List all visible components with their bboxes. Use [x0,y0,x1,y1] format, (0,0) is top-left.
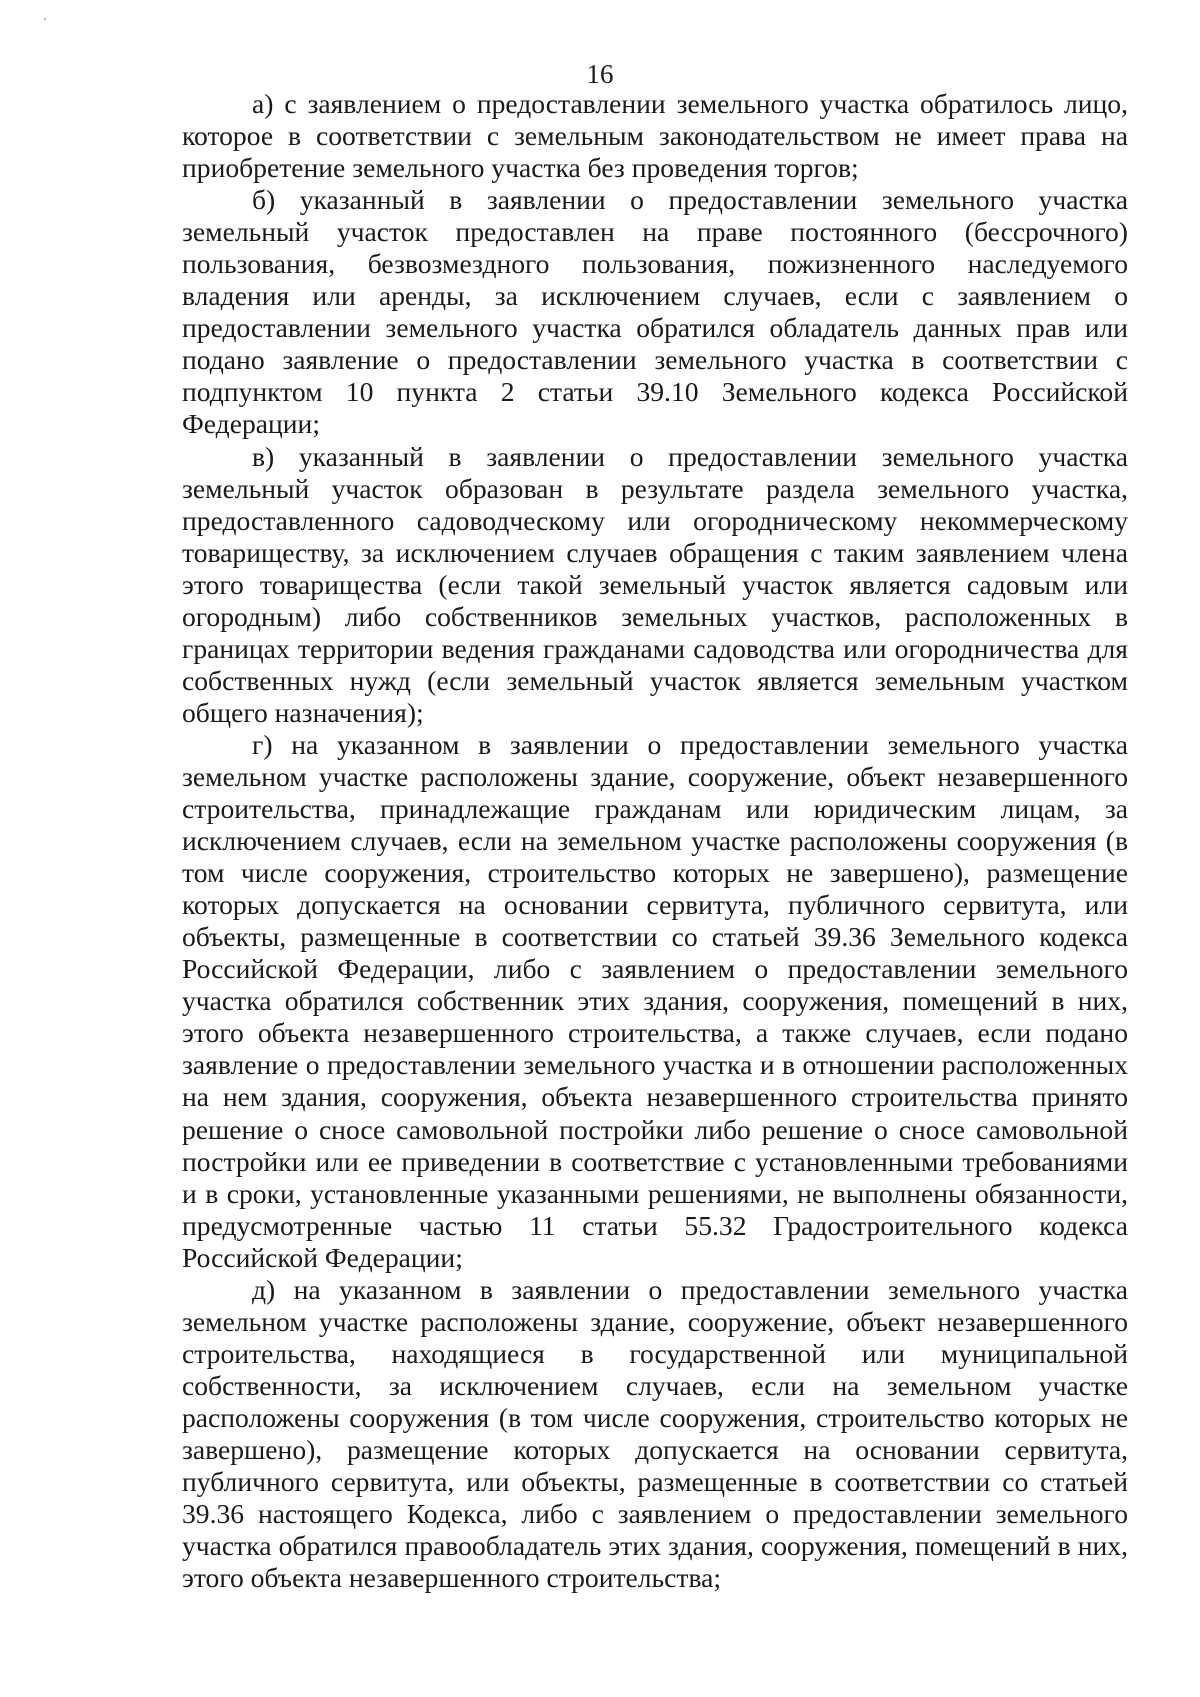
page-number: 16 [586,59,614,89]
paragraph-g: г) на указанном в заявлении о предоставлении земельного участка земельном участке расположены здание, сооружение, объект незавершенного строительства, принадлежащие гражданам или юридическим лицам, за исключением случаев, если на земельном участке расположены сооружения (в том числе сооружения, строительство которых не завершено), размещение которых допускается на основании сервитута, публичного сервитута, или объекты, размещенные в соответствии со статьей 39.36 Земельного кодекса Российской Федерации, либо с заявлением о предоставлении земельного участка обратился собственник этих здания, сооружения, помещений в них, этого объекта незавершенного строительства, а также случаев, если подано заявление о предоставлении земельного участка и в отношении расположенных на нем здания, сооружения, объекта незавершенного строительства принято решение о сносе самовольной постройки либо решение о сносе самовольной постройки или ее приведении в соответствие с установленными требованиями и в сроки, установленные указанными решениями, не выполнены обязанности, предусмотренные частью 11 статьи 55.32 Градостроительного кодекса Российской Федерации; [182,728,1128,1273]
paragraph-v: в) указанный в заявлении о предоставлении земельного участка земельный участок образован в результате раздела земельного участка, предоставленного садоводческому или огородническому некоммерческому товариществу, за исключением случаев обращения с таким заявлением члена этого товарищества (если такой земельный участок является садовым или огородным) либо собственников земельных участков, расположенных в границах территории ведения гражданами садоводства или огородничества для собственных нужд (если земельный участок является земельным участком общего назначения); [182,440,1128,728]
paragraph-b: б) указанный в заявлении о предоставлении земельного участка земельный участок предоставлен на праве постоянного (бессрочного) пользования, безвозмездного пользования, пожизненного наследуемого владения или аренды, за исключением случаев, если с заявлением о предоставлении земельного участка обратился обладатель данных прав или подано заявление о предоставлении земельного участка в соответствии с подпунктом 10 пункта 2 статьи 39.10 Земельного кодекса Российской Федерации; [182,184,1128,440]
paragraph-a: а) с заявлением о предоставлении земельного участка обратилось лицо, которое в соответствии с земельным законодательством не имеет права на приобретение земельного участка без проведения торгов; [182,88,1128,184]
document-body [182,88,1128,1594]
scan-speck [44,18,46,20]
paragraph-d: д) на указанном в заявлении о предоставлении земельного участка земельном участке расположены здание, сооружение, объект незавершенного строительства, находящиеся в государственной или муниципальной собственности, за исключением случаев, если на земельном участке расположены сооружения (в том числе сооружения, строительство которых не завершено), размещение которых допускается на основании сервитута, публичного сервитута, или объекты, размещенные в соответствии со статьей 39.36 настоящего Кодекса, либо с заявлением о предоставлении земельного участка обратился правообладатель этих здания, сооружения, помещений в них, этого объекта незавершенного строительства; [182,1273,1128,1594]
